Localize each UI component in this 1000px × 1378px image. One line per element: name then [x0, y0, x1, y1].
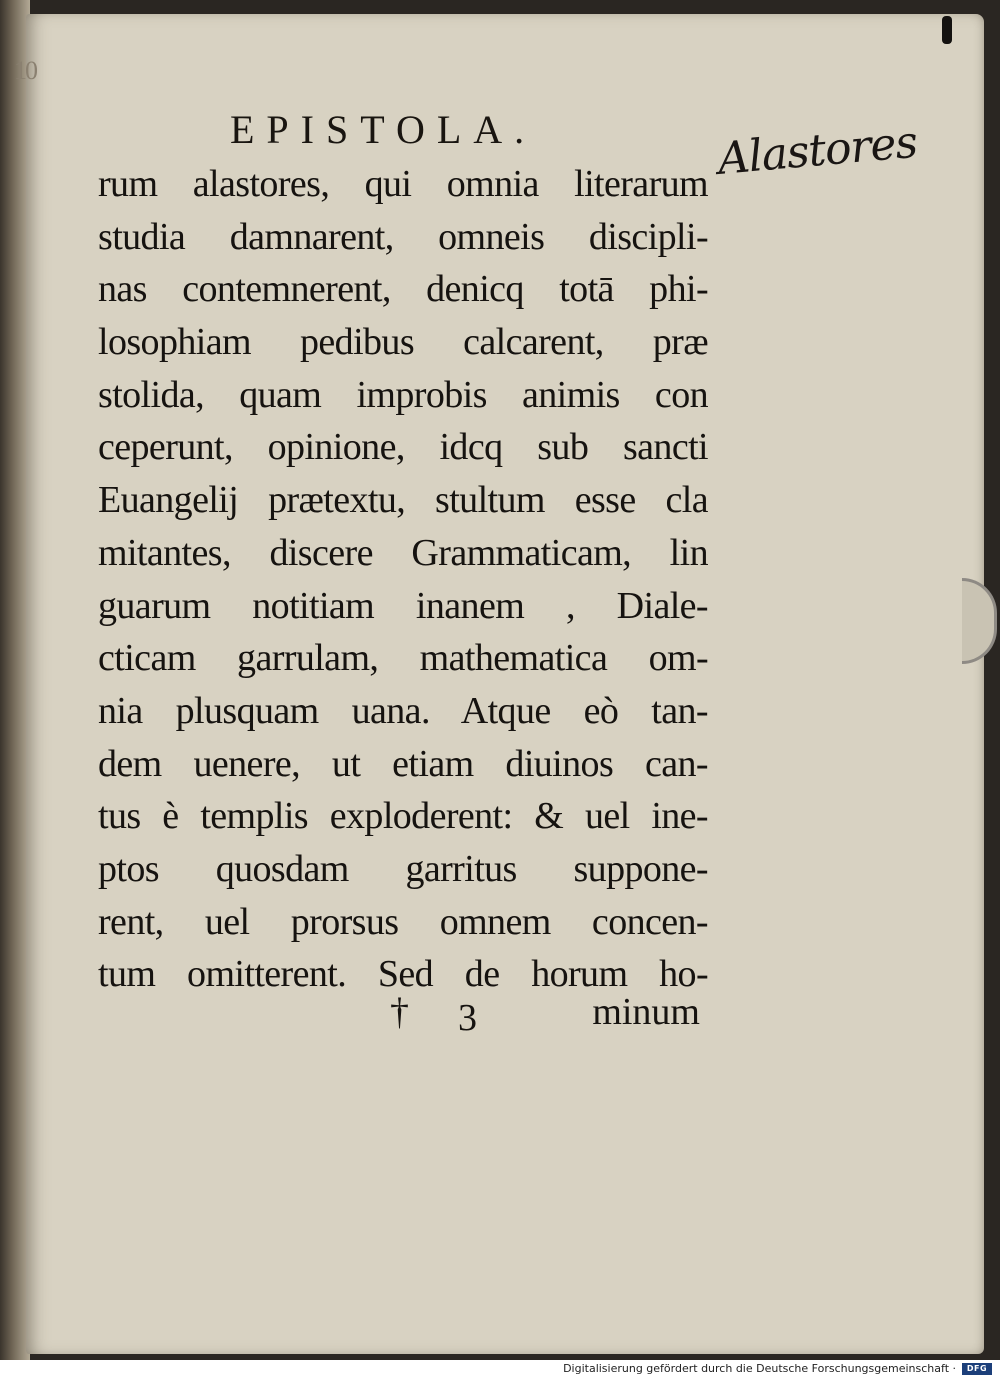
text-line: tus è templis exploderent: & uel ine- [98, 795, 708, 838]
body-text [98, 158, 708, 1001]
text-line: ptos quosdam garritus suppone- [98, 847, 708, 890]
text-line: dem uenere, ut etiam diuinos can- [98, 742, 708, 785]
footer-bar [0, 1360, 1000, 1378]
catchline [390, 990, 700, 1042]
text-line: rent, uel prorsus omnem concen- [98, 900, 708, 943]
signature-mark: † [390, 991, 409, 1033]
text-line: ceperunt, opinione, idcq sub sancti [98, 426, 708, 469]
running-head: EPISTOLA. [230, 107, 537, 152]
text-line: stolida, quam improbis animis con [98, 373, 708, 416]
footer-credit: Digitalisierung gefördert durch die Deutsche Forschungsgemeinschaft · [563, 1362, 956, 1375]
ink-mark [942, 16, 952, 44]
text-line: losophiam pedibus calcarent, præ [98, 321, 708, 364]
text-line: nas contemnerent, denicq totā phi- [98, 268, 708, 311]
text-line: mitantes, discere Grammaticam, lin [98, 531, 708, 574]
handwritten-marginalia: Alastores [715, 116, 919, 185]
text-line: studia damnarent, omneis discipli- [98, 215, 708, 258]
text-line: guarum notitiam inanem , Diale- [98, 584, 708, 627]
text-line: rum alastores, qui omnia literarum [98, 163, 708, 205]
catchword: minum [592, 991, 700, 1033]
text-line: nia plusquam uana. Atque eò tan- [98, 689, 708, 732]
text-line: Euangelij prætextu, stultum esse cla [98, 479, 708, 522]
signature-number: 3 [458, 997, 477, 1039]
text-line: cticam garrulam, mathematica om- [98, 637, 708, 680]
dfg-logo[interactable]: DFG [962, 1363, 992, 1375]
page-edge-right [984, 14, 1000, 1354]
folio-stub: 10 [14, 56, 36, 85]
text-line: tum omitterent. Sed de horum ho- [98, 953, 708, 996]
